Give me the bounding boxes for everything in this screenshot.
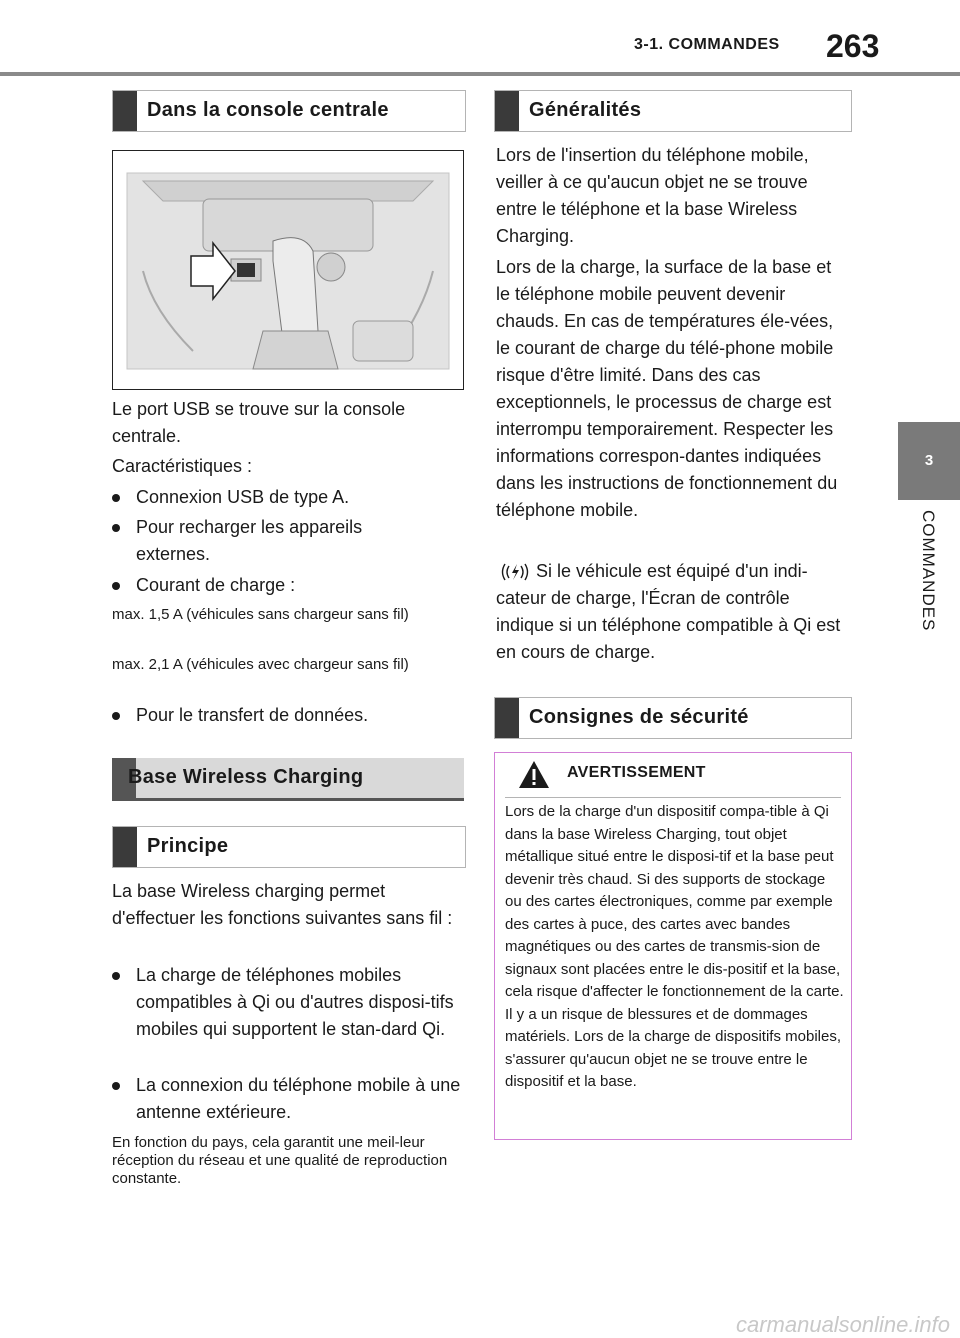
list-item-text: Pour recharger les appareils externes. bbox=[136, 517, 363, 564]
bullet-dot bbox=[112, 524, 120, 532]
section-heading-principe bbox=[112, 826, 466, 868]
general-paragraph-3 bbox=[496, 558, 846, 666]
list-item bbox=[112, 1072, 464, 1126]
usb-paragraph: Le port USB se trouve sur la console centrale. bbox=[112, 399, 406, 446]
watermark[interactable]: carmanualsonline.info bbox=[735, 1312, 950, 1337]
chapter-side-text: COMMANDES bbox=[919, 510, 938, 632]
bullet-dot bbox=[112, 1082, 120, 1090]
bullet-dot bbox=[112, 712, 120, 720]
general-paragraph-1: Lors de l'insertion du téléphone mobile, veiller à ce qu'aucun objet ne se trouve entre le téléphone et la base Wireless Charging. bbox=[496, 145, 809, 246]
warning-icon bbox=[517, 759, 551, 791]
warning-divider bbox=[505, 797, 841, 798]
wireless-charging-icon bbox=[498, 562, 532, 582]
general-paragraph-2: Lors de la charge, la surface de la base et le téléphone mobile peuvent devenir chauds. En cas de températures éle-vées, le courant de charge du télé-phone mobile risque d'être limité. Dans des cas exceptionnels, le processus de charge est interrompu temporairement. Respecter les informations correspon-dantes indiquées dans les instructions de fonctionnement du téléphone mobile. bbox=[496, 257, 838, 520]
warning-text: Lors de la charge d'un dispositif compa-tible à Qi dans la base Wireless Charging, tout objet métallique situé entre le disposi-tif et la base peut devenir très chaud. Si des supports de stockage ou des cartes électroniques, comme par exemple des cartes à puce, des cartes avec bandes magnétiques ou des cartes de transmis-sion de signaux sont placées entre le dis-positif et la base, cela risque d'affecter le fonctionnement de la carte. Il y a un risque de blessures et de dommages matériels. Lors de la charge de dispositifs mobiles, s'assurer qu'aucun objet ne se trouve entre le dispositif et la base. bbox=[505, 803, 844, 1090]
bullet-dot bbox=[112, 494, 120, 502]
header-divider bbox=[0, 72, 960, 76]
bullet-dot bbox=[112, 972, 120, 980]
console-drawing bbox=[113, 151, 463, 389]
bullet-dot bbox=[112, 582, 120, 590]
section-bar bbox=[495, 698, 519, 738]
chapter-tab[interactable]: 3 bbox=[898, 422, 960, 500]
features-label: Caractéristiques : bbox=[112, 456, 253, 476]
warning-header bbox=[495, 753, 851, 797]
list-item-text: Pour le transfert de données. bbox=[136, 705, 369, 725]
section-title: Généralités bbox=[529, 99, 642, 121]
section-heading-console bbox=[112, 90, 466, 132]
section-heading-general bbox=[494, 90, 852, 132]
current-note-2: max. 2,1 A (véhicules avec chargeur sans fil) bbox=[112, 656, 409, 673]
general-paragraph-3-text: Si le véhicule est équipé d'un indi-cateur de charge, l'Écran de contrôle indique si un téléphone compatible à Qi est en cours de charge. bbox=[496, 561, 841, 662]
current-note-1: max. 1,5 A (véhicules sans chargeur sans fil) bbox=[112, 606, 409, 623]
section-title: Principe bbox=[147, 835, 229, 857]
section-title: Base Wireless Charging bbox=[128, 766, 364, 788]
section-bar bbox=[113, 827, 137, 867]
warning-box bbox=[494, 752, 852, 1140]
page-header bbox=[0, 0, 960, 80]
usb-port-illustration bbox=[112, 150, 464, 390]
section-heading-security bbox=[494, 697, 852, 739]
section-title: Consignes de sécurité bbox=[529, 706, 749, 728]
list-item-text: La charge de téléphones mobiles compatibles à Qi ou d'autres disposi-tifs mobiles qui supportent le stan-dard Qi. bbox=[136, 965, 454, 1039]
list-item bbox=[112, 572, 462, 599]
country-note: En fonction du pays, cela garantit une meil-leur réception du réseau et une qualité de reproduction constante. bbox=[112, 1134, 448, 1187]
list-item-text: Connexion USB de type A. bbox=[136, 487, 350, 507]
page-number: 263 bbox=[826, 28, 880, 64]
list-item bbox=[112, 962, 464, 1043]
section-bar bbox=[113, 91, 137, 131]
section-heading-wireless bbox=[112, 758, 464, 801]
warning-title: AVERTISSEMENT bbox=[567, 764, 706, 781]
list-item-text: La connexion du téléphone mobile à une antenne extérieure. bbox=[136, 1075, 461, 1122]
list-item-text: Courant de charge : bbox=[136, 575, 296, 595]
chapter-title: 3-1. COMMANDES bbox=[634, 36, 780, 53]
list-item bbox=[112, 514, 426, 568]
principe-paragraph: La base Wireless charging permet d'effectuer les fonctions suivantes sans fil : bbox=[112, 881, 453, 928]
section-title: Dans la console centrale bbox=[147, 99, 389, 121]
list-item bbox=[112, 484, 462, 511]
list-item bbox=[112, 702, 462, 729]
section-bar bbox=[495, 91, 519, 131]
chapter-side-label bbox=[912, 510, 942, 690]
